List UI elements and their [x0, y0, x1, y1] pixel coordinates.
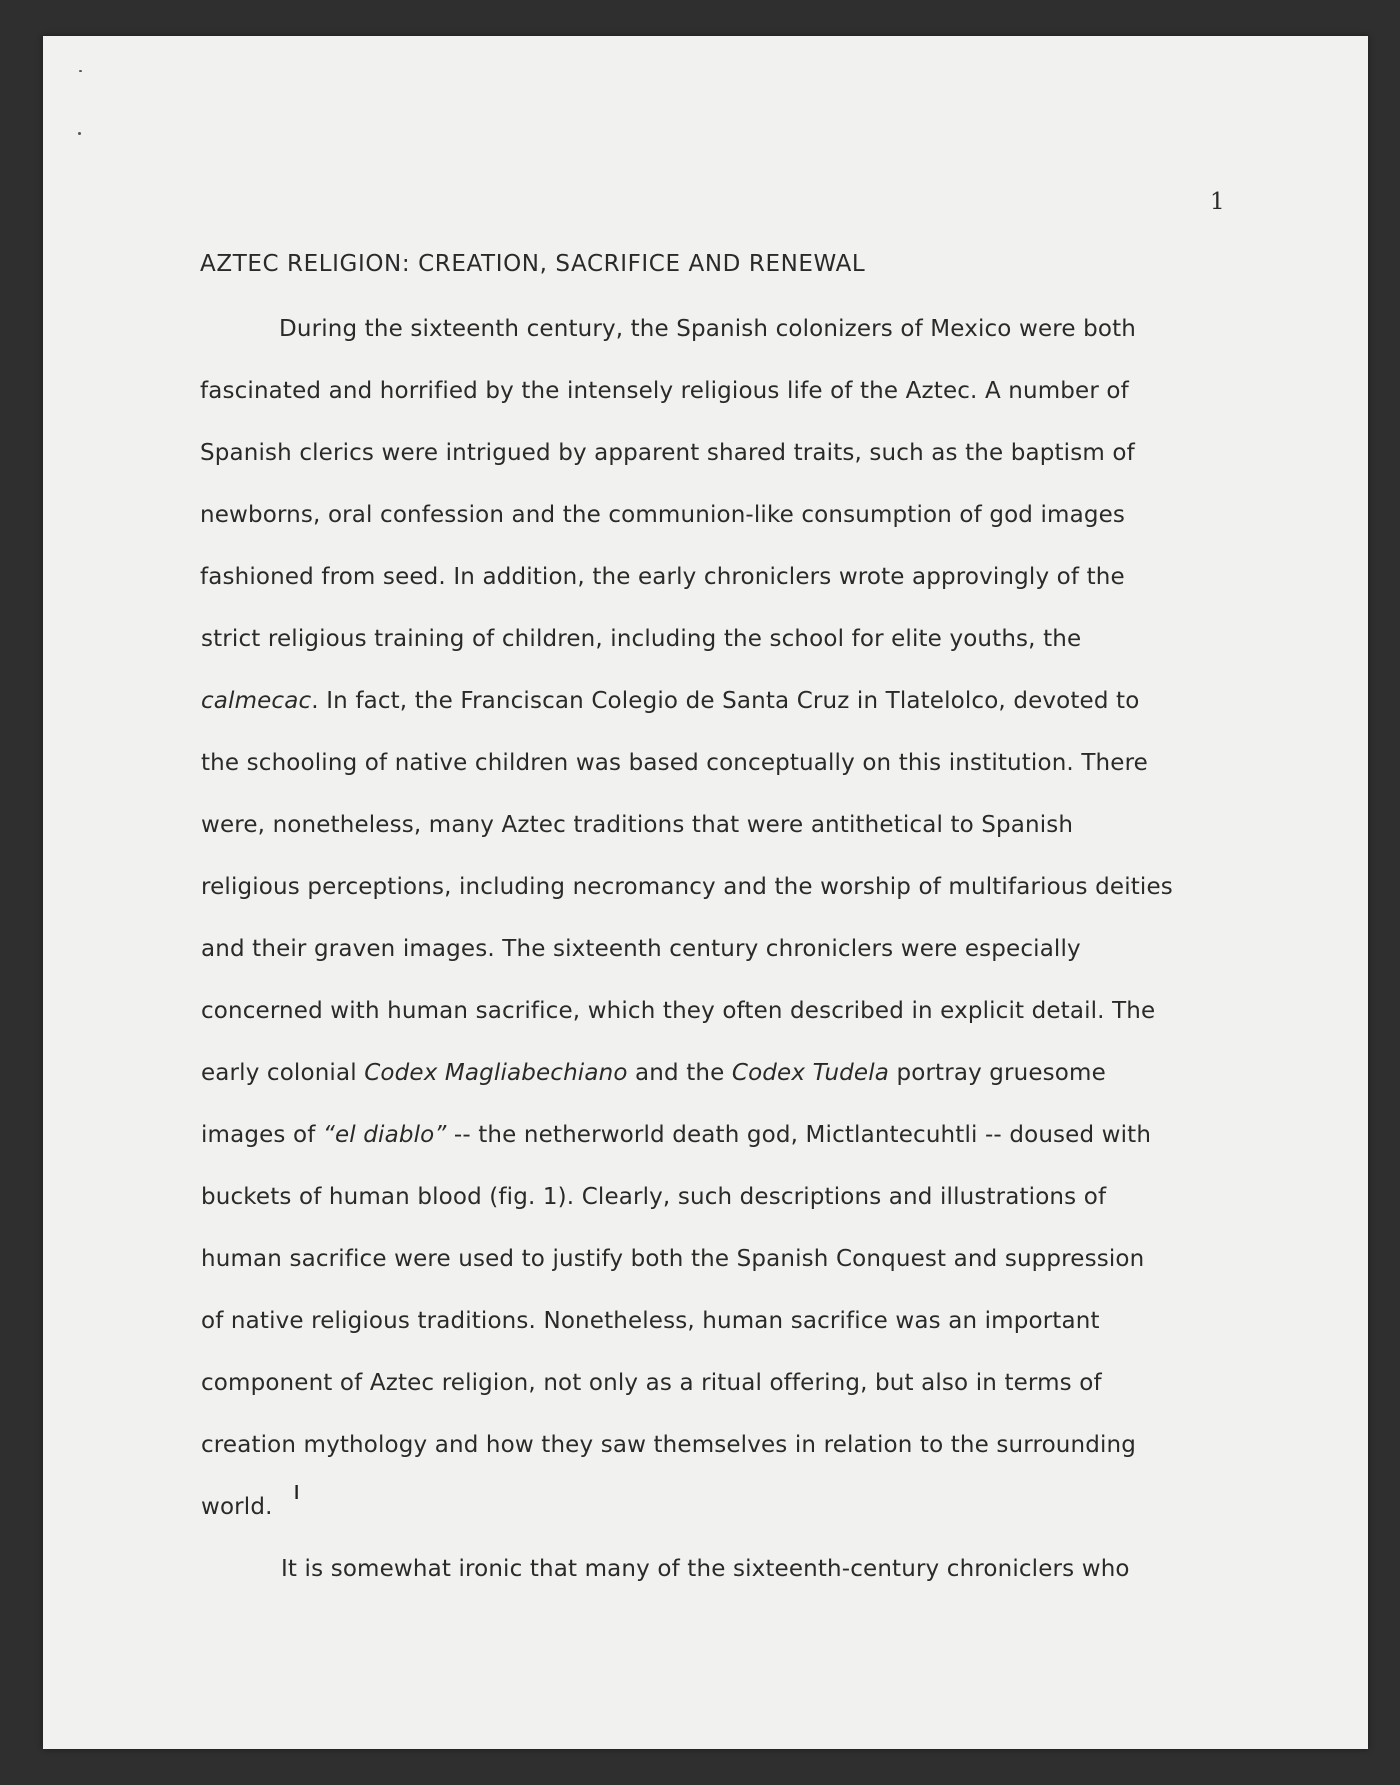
body-line: During the sixteenth century, the Spanish colonizers of Mexico were both [279, 316, 1136, 342]
body-line: world. [201, 1494, 273, 1520]
body-line: It is somewhat ironic that many of the sixteenth-century chroniclers who [281, 1556, 1130, 1582]
body-line: buckets of human blood (fig. 1). Clearly, such descriptions and illustrations of [201, 1184, 1107, 1210]
body-line: creation mythology and how they saw themselves in relation to the surrounding [201, 1432, 1137, 1458]
body-line: the schooling of native children was based conceptually on this institution. There [201, 750, 1148, 776]
page-number: 1 [1210, 189, 1225, 215]
body-line: newborns, oral confession and the communion-like consumption of god images [200, 502, 1126, 528]
body-line: were, nonetheless, many Aztec traditions that were antithetical to Spanish [201, 812, 1074, 838]
body-line: fashioned from seed. In addition, the early chroniclers wrote approvingly of the [200, 564, 1125, 590]
body-line: concerned with human sacrifice, which they often described in explicit detail. The [201, 998, 1156, 1024]
body-line: strict religious training of children, including the school for elite youths, the [201, 626, 1082, 652]
paper-speck [79, 70, 82, 72]
italic-term: calmecac [201, 688, 312, 714]
line-text: . In fact, the Franciscan Colegio de Santa Cruz in Tlatelolco, devoted to [311, 688, 1140, 714]
body-line: fascinated and horrified by the intensely religious life of the Aztec. A number of [200, 378, 1129, 404]
body-line: religious perceptions, including necromancy and the worship of multifarious deities [201, 874, 1173, 900]
line-text: early colonial [201, 1060, 365, 1086]
page-title: AZTEC RELIGION: CREATION, SACRIFICE AND RENEWAL [200, 251, 866, 277]
body-line: Spanish clerics were intrigued by apparent shared traits, such as the baptism of [200, 440, 1135, 466]
body-line [201, 1122, 1151, 1148]
line-text: -- the netherworld death god, Mictlantecuhtli -- doused with [446, 1122, 1152, 1148]
body-line: and their graven images. The sixteenth century chroniclers were especially [201, 936, 1081, 962]
handwritten-mark: ı [293, 1476, 301, 1506]
line-text: images of [201, 1122, 323, 1148]
italic-term: Codex Tudela [731, 1060, 890, 1086]
paper-speck [78, 132, 81, 135]
body-line [201, 688, 1139, 714]
body-line: human sacrifice were used to justify both the Spanish Conquest and suppression [201, 1246, 1145, 1272]
italic-term: “el diablo” [322, 1122, 447, 1148]
document-page [43, 36, 1368, 1749]
line-text: and the [627, 1060, 732, 1086]
body-line: component of Aztec religion, not only as a ritual offering, but also in terms of [201, 1370, 1102, 1396]
body-line [201, 1060, 1106, 1086]
italic-term: Codex Magliabechiano [364, 1060, 628, 1086]
line-text: portray gruesome [889, 1060, 1106, 1086]
body-line: of native religious traditions. Nonetheless, human sacrifice was an important [201, 1308, 1100, 1334]
